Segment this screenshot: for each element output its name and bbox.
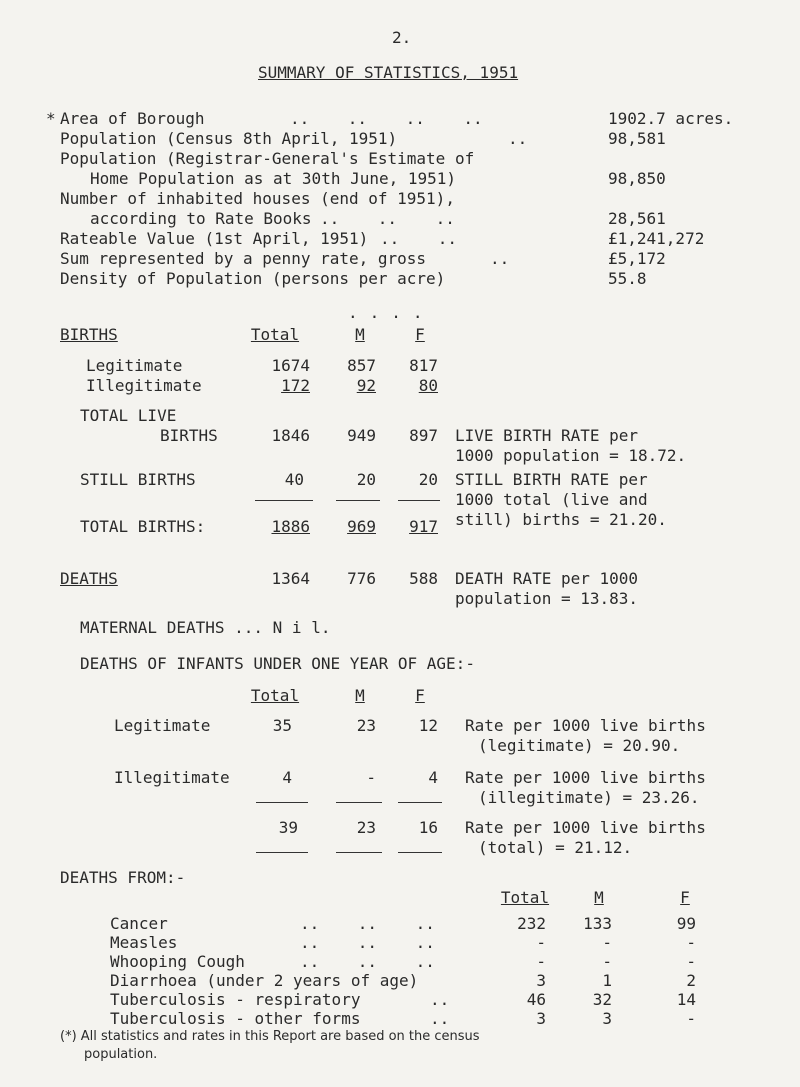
leader-dots: .. .. ..	[300, 933, 435, 952]
cause-total: 232	[517, 914, 546, 933]
total-births-f: 917	[409, 517, 438, 536]
pop-estimate-label: Population (Registrar-General's Estimate of	[60, 149, 475, 168]
leader-dots: .. .. ..	[300, 952, 435, 971]
cause-m: -	[602, 952, 612, 971]
leader-dots: .. .. .. ..	[290, 109, 483, 128]
infant-illegit-rate-cont: (illegitimate) = 23.26.	[478, 788, 700, 807]
cause-label: Cancer	[110, 914, 168, 933]
column-rule	[336, 852, 382, 853]
leader-dots: .. ..	[380, 229, 458, 248]
births-legit-label: Legitimate	[86, 356, 183, 375]
infant-illegit-total: 4	[282, 768, 292, 787]
column-rule	[398, 500, 440, 501]
births-illegit-f: 80	[418, 376, 438, 395]
births-legit-m: 857	[347, 356, 376, 375]
infant-all-rate: Rate per 1000 live births	[465, 818, 706, 837]
column-rule	[336, 802, 382, 803]
cause-label: Tuberculosis - respiratory	[110, 990, 361, 1009]
penny-value: £5,172	[608, 249, 666, 268]
cause-m: -	[602, 933, 612, 952]
infant-all-rate-cont: (total) = 21.12.	[478, 838, 633, 857]
area-label: Area of Borough	[60, 109, 205, 128]
births-legit-f: 817	[409, 356, 438, 375]
live-birth-rate: LIVE BIRTH RATE per	[455, 426, 639, 445]
still-births-label: STILL BIRTHS	[80, 470, 196, 489]
death-rate-cont: population = 13.83.	[455, 589, 639, 608]
births-total-live-m: 949	[347, 426, 376, 445]
houses-label-cont: according to Rate Books	[90, 209, 312, 228]
births-total-live-total: 1846	[271, 426, 310, 445]
pop-estimate-value: 98,850	[608, 169, 666, 188]
cause-label: Measles	[110, 933, 178, 952]
page-title: SUMMARY OF STATISTICS, 1951	[258, 63, 519, 82]
deaths-from-heading: DEATHS FROM:-	[60, 868, 186, 887]
infant-illegit-rate: Rate per 1000 live births	[465, 768, 706, 787]
leader-dots: .. .. ..	[300, 914, 435, 933]
maternal-deaths: MATERNAL DEATHS ... N i l.	[80, 618, 331, 637]
cause-m: 3	[602, 1009, 612, 1028]
still-births-total: 40	[284, 470, 304, 489]
column-rule	[336, 500, 380, 501]
cause-m: 133	[583, 914, 612, 933]
footnote: (*) All statistics and rates in this Report are based on the census	[60, 1029, 480, 1044]
rateable-label: Rateable Value (1st April, 1951)	[60, 229, 369, 248]
cause-total: 3	[536, 1009, 546, 1028]
births-total-live-label: TOTAL LIVE	[80, 406, 177, 425]
infant-col-m: M	[355, 686, 365, 705]
column-rule	[256, 802, 308, 803]
infant-col-total: Total	[250, 686, 300, 705]
column-rule	[398, 852, 442, 853]
infant-illegit-f: 4	[428, 768, 438, 787]
cause-f: 99	[676, 914, 696, 933]
births-col-total: Total	[250, 325, 300, 344]
still-birth-rate-cont2: still) births = 21.20.	[455, 510, 667, 529]
cause-m: 1	[602, 971, 612, 990]
deaths-total: 1364	[271, 569, 310, 588]
births-illegit-label: Illegitimate	[86, 376, 202, 395]
causes-col-m: M	[594, 888, 604, 907]
births-col-f: F	[415, 325, 425, 344]
houses-value: 28,561	[608, 209, 666, 228]
births-illegit-m: 92	[356, 376, 376, 395]
cause-f: -	[686, 1009, 696, 1028]
still-birth-rate-cont: 1000 total (live and	[455, 490, 648, 509]
cause-f: 14	[676, 990, 696, 1009]
column-rule	[256, 852, 308, 853]
area-value: 1902.7 acres.	[608, 109, 734, 128]
cause-total: 3	[536, 971, 546, 990]
cause-total: 46	[526, 990, 546, 1009]
infant-legit-label: Legitimate	[114, 716, 211, 735]
leader-dots: ..	[430, 1009, 450, 1028]
births-total-live-f: 897	[409, 426, 438, 445]
infant-legit-total: 35	[272, 716, 292, 735]
infant-all-f: 16	[418, 818, 438, 837]
cause-label: Tuberculosis - other forms	[110, 1009, 361, 1028]
leader-dots: ..	[508, 129, 528, 148]
penny-label: Sum represented by a penny rate, gross	[60, 249, 427, 268]
houses-label: Number of inhabited houses (end of 1951),	[60, 189, 455, 208]
leader-dots: .. .. ..	[320, 209, 455, 228]
leader-dots: ..	[430, 990, 450, 1009]
cause-f: 2	[686, 971, 696, 990]
cause-label: Diarrhoea (under 2 years of age)	[110, 971, 419, 990]
infant-legit-f: 12	[418, 716, 438, 735]
leader-dots: ..	[490, 249, 510, 268]
asterisk-marker: *	[46, 109, 56, 128]
still-births-f: 20	[418, 470, 438, 489]
column-rule	[398, 802, 442, 803]
births-total-live-label-cont: BIRTHS	[160, 426, 218, 445]
infant-legit-rate: Rate per 1000 live births	[465, 716, 706, 735]
density-value: 55.8	[608, 269, 647, 288]
rateable-value: £1,241,272	[608, 229, 705, 248]
infant-deaths-heading: DEATHS OF INFANTS UNDER ONE YEAR OF AGE:-	[80, 654, 475, 673]
cause-m: 32	[592, 990, 612, 1009]
still-birth-rate: STILL BIRTH RATE per	[455, 470, 648, 489]
births-illegit-total: 172	[281, 376, 310, 395]
cause-f: -	[686, 952, 696, 971]
footnote-cont: population.	[84, 1047, 158, 1062]
still-births-m: 20	[356, 470, 376, 489]
density-label: Density of Population (persons per acre)	[60, 269, 446, 288]
births-col-m: M	[355, 325, 365, 344]
live-birth-rate-cont: 1000 population = 18.72.	[455, 446, 687, 465]
pop-estimate-label-cont: Home Population as at 30th June, 1951)	[90, 169, 457, 188]
cause-f: -	[686, 933, 696, 952]
infant-illegit-m: -	[366, 768, 376, 787]
infant-all-m: 23	[356, 818, 376, 837]
cause-total: -	[536, 952, 546, 971]
infant-col-f: F	[415, 686, 425, 705]
infant-legit-rate-cont: (legitimate) = 20.90.	[478, 736, 681, 755]
cause-label: Whooping Cough	[110, 952, 245, 971]
births-heading: BIRTHS	[60, 325, 118, 344]
pop-census-label: Population (Census 8th April, 1951)	[60, 129, 398, 148]
total-births-label: TOTAL BIRTHS:	[80, 517, 206, 536]
pop-census-value: 98,581	[608, 129, 666, 148]
causes-col-f: F	[680, 888, 690, 907]
births-legit-total: 1674	[271, 356, 310, 375]
page-number: 2.	[392, 28, 412, 47]
total-births-total: 1886	[271, 517, 310, 536]
infant-legit-m: 23	[356, 716, 376, 735]
section-separator: ....	[348, 303, 435, 322]
deaths-f: 588	[409, 569, 438, 588]
column-rule	[255, 500, 313, 501]
infant-all-total: 39	[278, 818, 298, 837]
causes-col-total: Total	[500, 888, 550, 907]
deaths-m: 776	[347, 569, 376, 588]
deaths-heading: DEATHS	[60, 569, 118, 588]
infant-illegit-label: Illegitimate	[114, 768, 230, 787]
death-rate: DEATH RATE per 1000	[455, 569, 639, 588]
cause-total: -	[536, 933, 546, 952]
total-births-m: 969	[347, 517, 376, 536]
